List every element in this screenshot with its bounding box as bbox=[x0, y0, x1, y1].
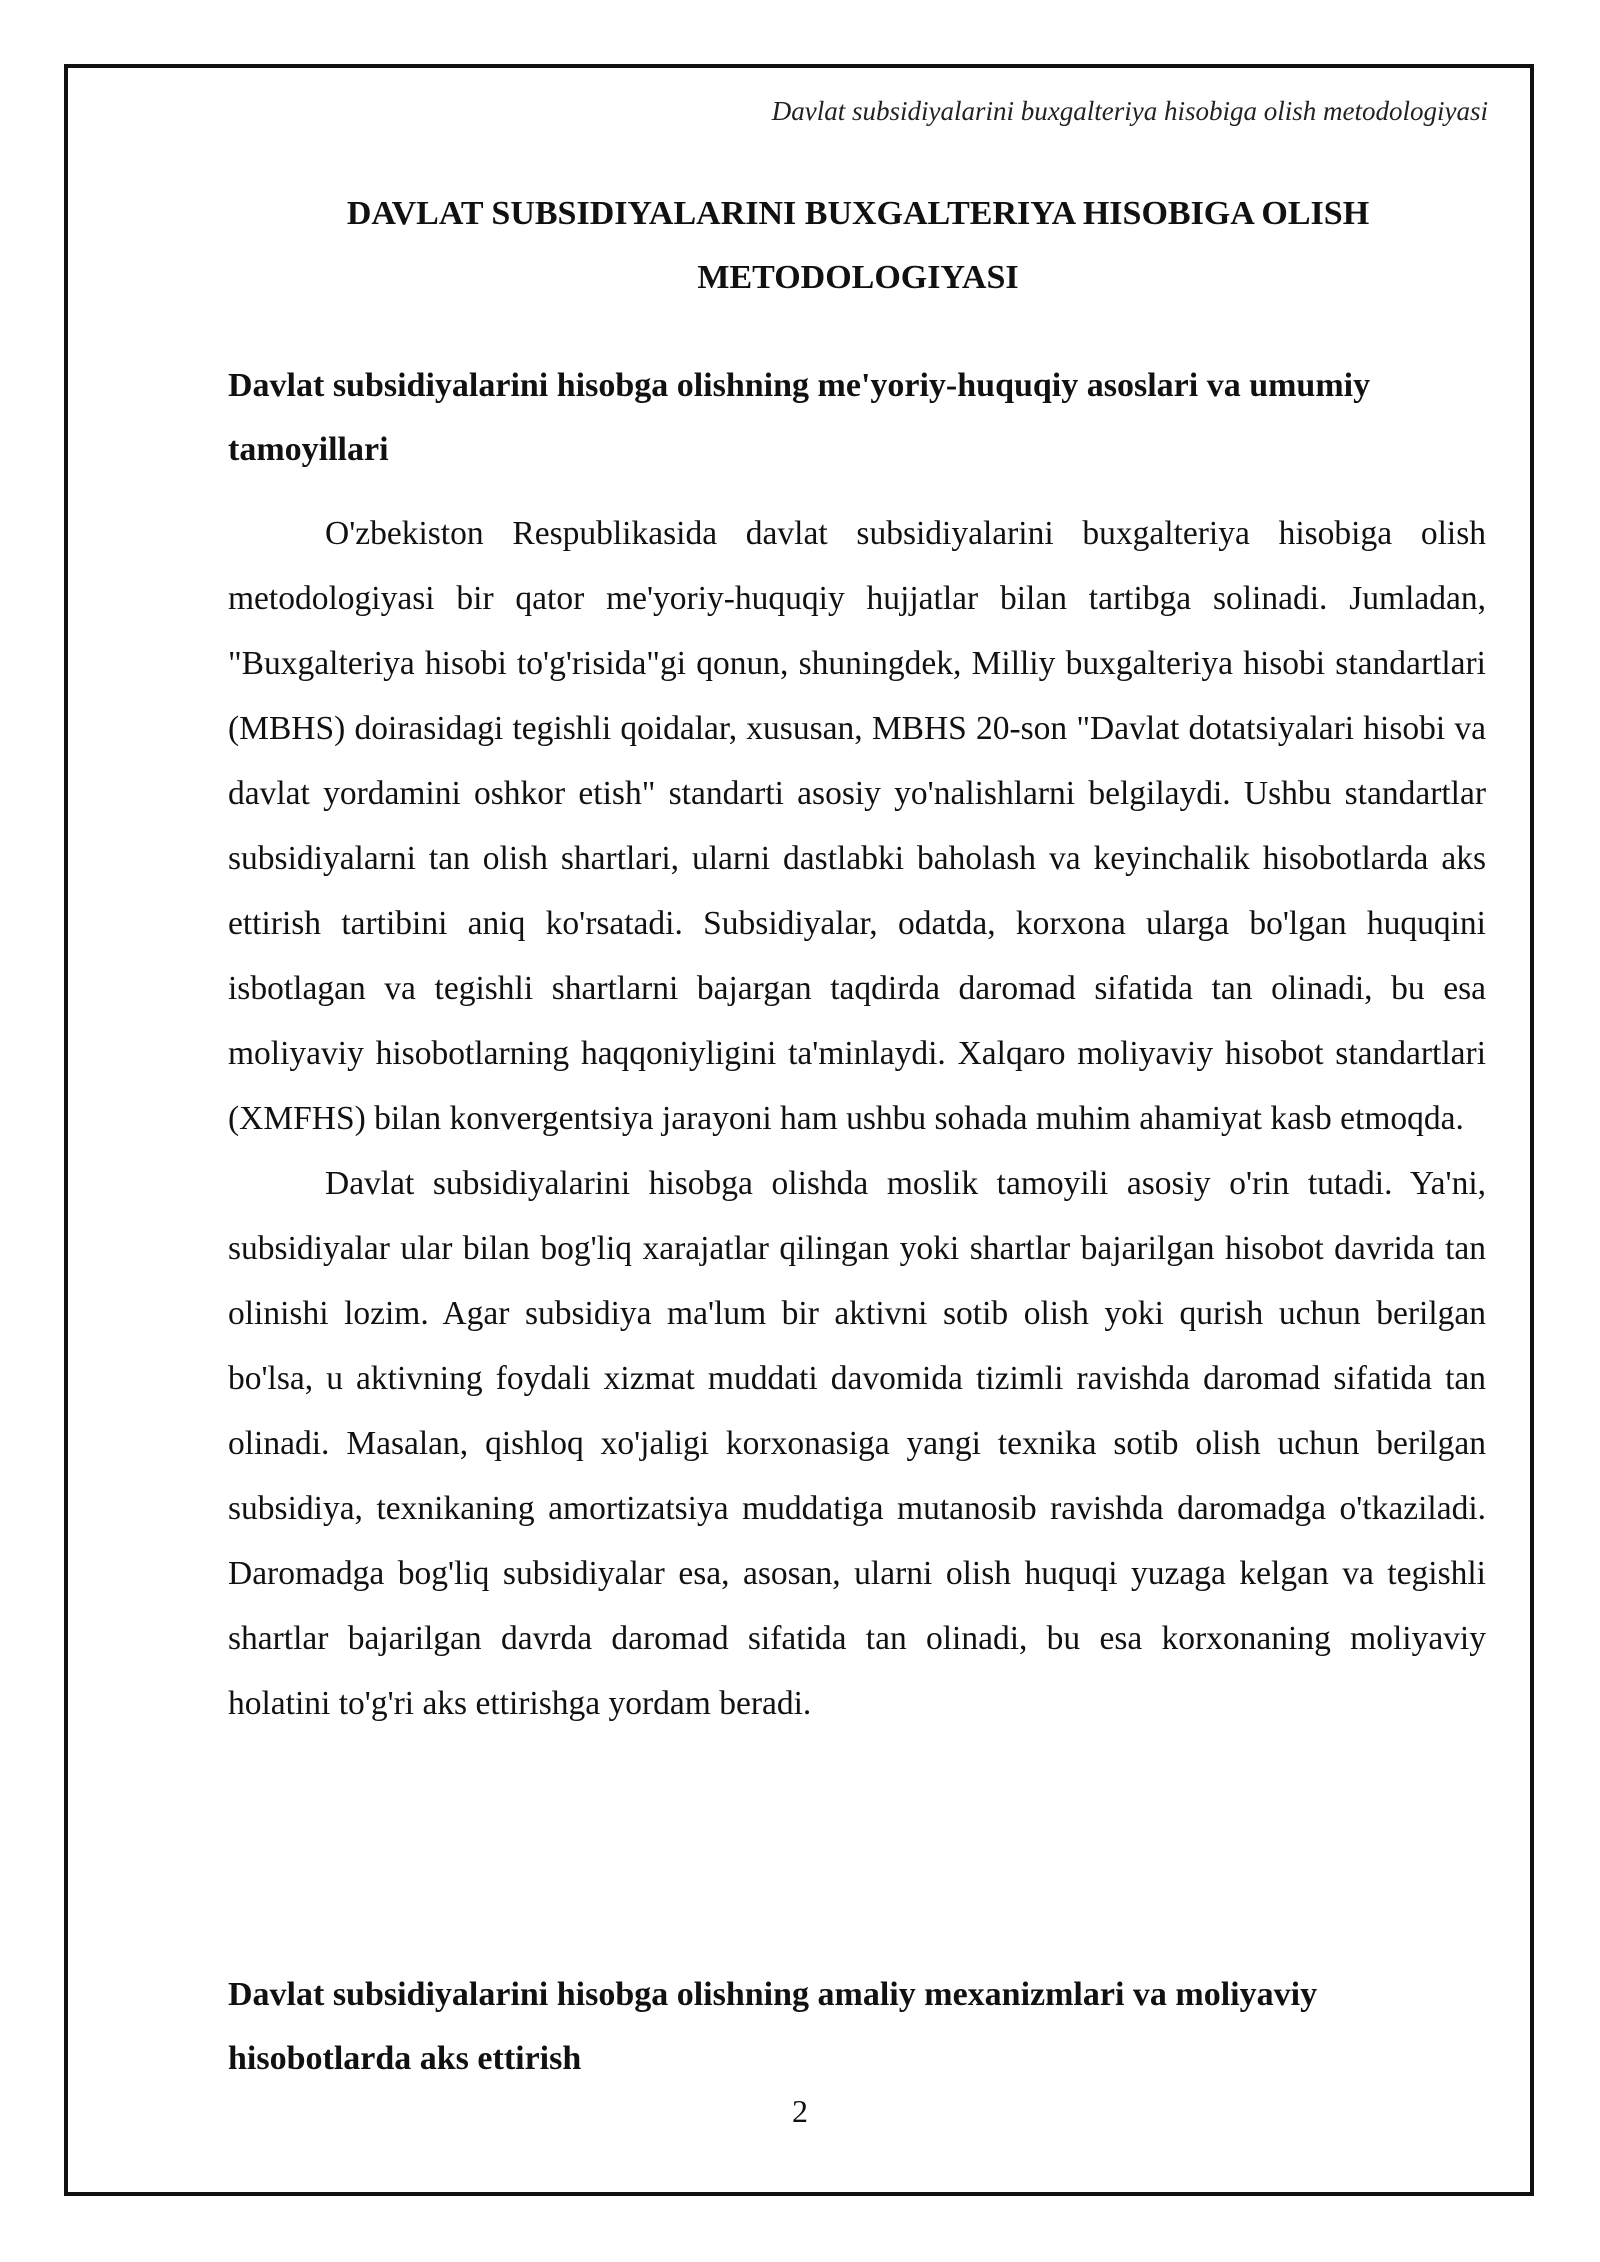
document-title: DAVLAT SUBSIDIYALARINI BUXGALTERIYA HISOBIGA OLISH METODOLOGIYASI bbox=[346, 195, 1370, 296]
page-number: 2 bbox=[792, 2093, 808, 2129]
paragraph-regulatory-framework: O'zbekiston Respublikasida davlat subsidiyalarini buxgalteriya hisobiga olish metodologiyasi bir qator me'yoriy-huquqiy hujjatlar bilan tartibga solinadi. Jumladan, "Buxgalteriya hisobi to'g'risida"gi qonun, shuningdek, Milliy buxgalteriya hisobi standartlari (MBHS) doirasidagi tegishli qoidalar, xususan, MBHS 20-son "Davlat dotatsiyalari hisobi va davlat yordamini oshkor etish" standarti asosiy yo'nalishlarni belgilaydi. Ushbu standartlar subsidiyalarni tan olish shartlari, ularni dastlabki baholash va keyinchalik hisobotlarda aks ettirish tartibini aniq ko'rsatadi. Subsidiyalar, odatda, korxona ularga bo'lgan huquqini isbotlagan va tegishli shartlarni bajargan taqdirda daromad sifatida tan olinadi, bu esa moliyaviy hisobotlarning haqqoniyligini ta'minlaydi. Xalqaro moliyaviy hisobot standartlari (XMFHS) bilan konvergentsiya jarayoni ham ushbu sohada muhim ahamiyat kasb etmoqda. bbox=[228, 515, 1486, 1137]
body-text bbox=[228, 501, 1486, 1736]
section-heading-practical-mechanisms: Davlat subsidiyalarini hisobga olishning amaliy mexanizmlari va moliyaviy hisobotlarda aks ettirish bbox=[228, 1976, 1318, 2077]
section-heading-legal-basis: Davlat subsidiyalarini hisobga olishning me'yoriy-huquqiy asoslari va umumiy tamoyillari bbox=[228, 367, 1371, 468]
paragraph-matching-principle: Davlat subsidiyalarini hisobga olishda moslik tamoyili asosiy o'rin tutadi. Ya'ni, subsidiyalar ular bilan bog'liq xarajatlar qilingan yoki shartlar bajarilgan hisobot davrida tan olinishi lozim. Agar subsidiya ma'lum bir aktivni sotib olish yoki qurish uchun berilgan bo'lsa, u aktivning foydali xizmat muddati davomida tizimli ravishda daromad sifatida tan olinadi. Masalan, qishloq xo'jaligi korxonasiga yangi texnika sotib olish uchun berilgan subsidiya, texnikaning amortizatsiya muddatiga mutanosib ravishda daromadga o'tkaziladi. Daromadga bog'liq subsidiyalar esa, asosan, ularni olish huquqi yuzaga kelgan va tegishli shartlar bajarilgan davrda daromad sifatida tan olinadi, bu esa korxonaning moliyaviy holatini to'g'ri aks ettirishga yordam beradi. bbox=[228, 1165, 1486, 1722]
running-header: Davlat subsidiyalarini buxgalteriya hisobiga olish metodologiyasi bbox=[771, 96, 1488, 126]
